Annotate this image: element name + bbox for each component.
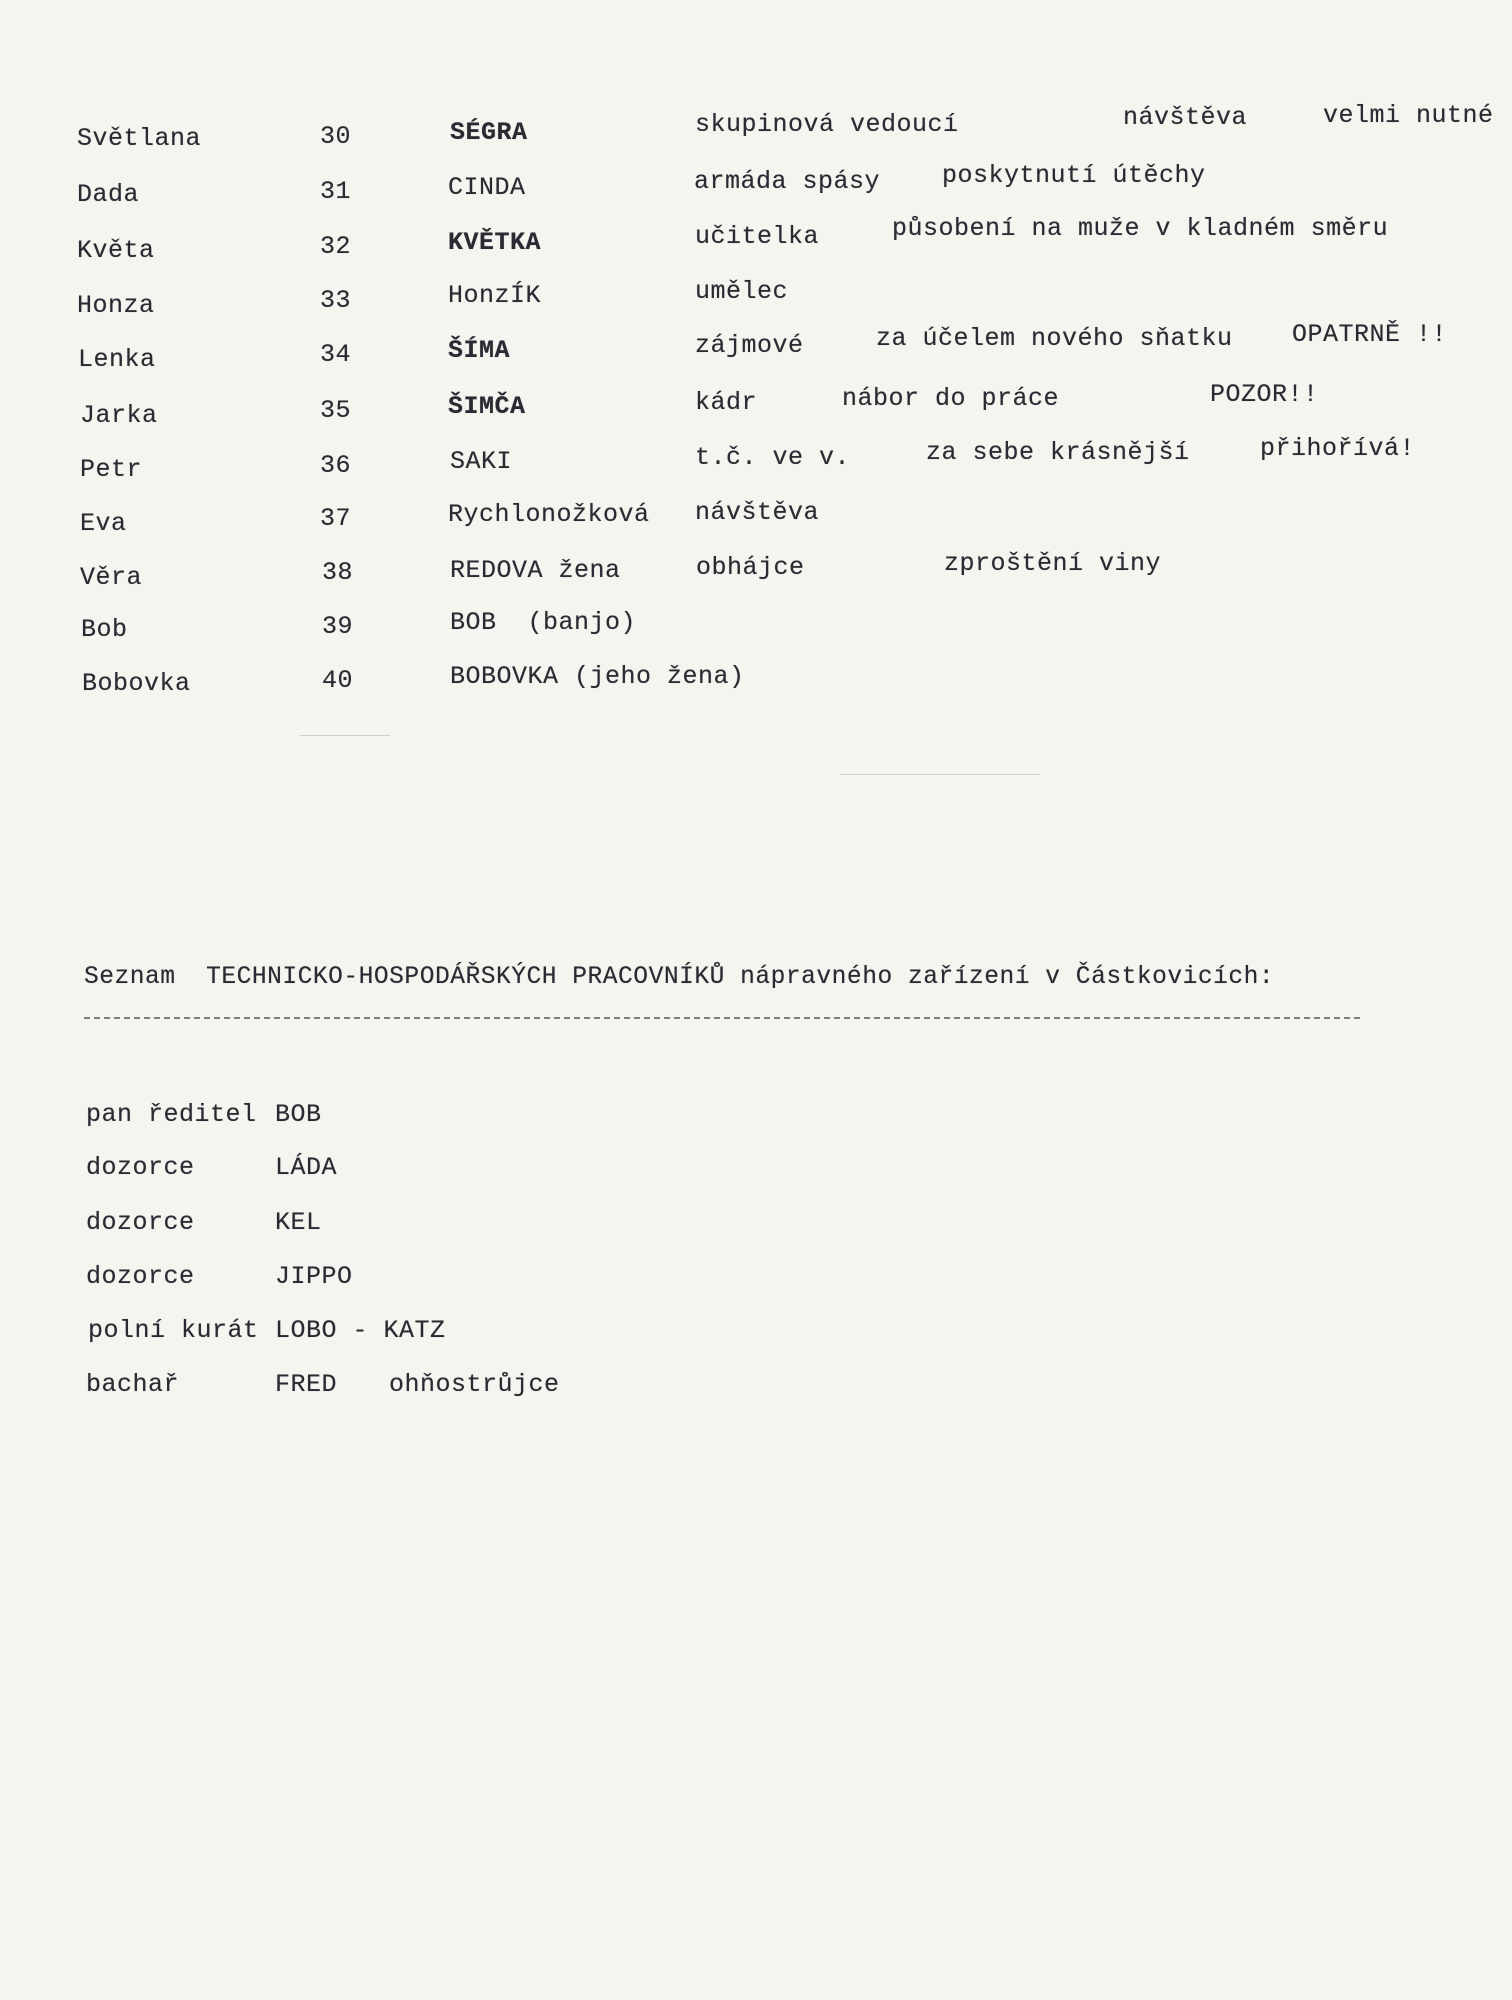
roster-number: 32	[320, 232, 352, 261]
roster-nick: KVĚTKA	[448, 228, 542, 257]
roster-number: 35	[320, 396, 352, 425]
roster-nick: CINDA	[448, 173, 526, 202]
roster-number: 39	[322, 612, 354, 641]
roster-number: 38	[322, 558, 354, 587]
roster-name: Honza	[77, 291, 155, 320]
paper-speck	[300, 735, 390, 736]
roster-number: 36	[320, 451, 352, 480]
roster-role: armáda spásy	[694, 167, 881, 196]
staff-note: ohňostrůjce	[389, 1370, 560, 1399]
roster-name: Bob	[81, 615, 128, 644]
staff-role: dozorce	[86, 1208, 195, 1237]
roster-name: Světlana	[77, 124, 202, 153]
roster-name: Jarka	[80, 401, 158, 430]
roster-number: 40	[322, 666, 354, 695]
staff-role: dozorce	[86, 1153, 195, 1182]
roster-purpose: zproštění viny	[944, 549, 1162, 578]
roster-purpose: za sebe krásnější	[926, 438, 1190, 467]
roster-nick: ŠIMČA	[448, 392, 526, 421]
roster-purpose: působení na muže v kladném směru	[892, 214, 1389, 243]
roster-purpose: za účelem nového sňatku	[876, 324, 1233, 353]
roster-nick: SAKI	[450, 447, 513, 476]
staff-name: KEL	[275, 1208, 322, 1237]
staff-name: JIPPO	[275, 1262, 353, 1291]
roster-number: 33	[320, 286, 352, 315]
staff-role: pan ředitel	[86, 1100, 257, 1129]
staff-role: bachař	[86, 1370, 180, 1399]
roster-note: OPATRNĚ !!	[1292, 320, 1448, 349]
roster-number: 37	[320, 504, 352, 533]
roster-role: kádr	[695, 388, 758, 417]
staff-name: LÁDA	[275, 1153, 338, 1182]
roster-role: obhájce	[696, 553, 805, 582]
roster-note: POZOR!!	[1210, 380, 1319, 409]
staff-role: dozorce	[86, 1262, 195, 1291]
roster-nick: REDOVA žena	[450, 556, 621, 585]
roster-note: velmi nutné	[1323, 101, 1494, 130]
roster-role: zájmové	[695, 331, 804, 360]
roster-nick: BOBOVKA (jeho žena)	[450, 662, 745, 691]
roster-nick: BOB (banjo)	[450, 608, 637, 637]
roster-nick: SÉGRA	[450, 118, 528, 147]
roster-note: přihořívá!	[1260, 434, 1416, 463]
roster-name: Věra	[80, 563, 143, 592]
roster-nick: Rychlonožková	[448, 500, 650, 529]
roster-purpose: návštěva	[1123, 103, 1248, 132]
roster-name: Petr	[80, 455, 143, 484]
roster-name: Lenka	[78, 345, 156, 374]
staff-role: polní kurát	[88, 1316, 259, 1345]
roster-name: Dada	[77, 180, 140, 209]
heading-underline	[84, 1017, 1360, 1019]
staff-name: BOB	[275, 1100, 322, 1129]
roster-nick: HonzÍK	[448, 281, 542, 310]
roster-nick: ŠÍMA	[448, 336, 511, 365]
roster-name: Květa	[77, 236, 155, 265]
roster-number: 34	[320, 340, 352, 369]
roster-purpose: nábor do práce	[842, 384, 1060, 413]
staff-name: LOBO - KATZ	[275, 1316, 446, 1345]
roster-number: 30	[320, 122, 352, 151]
roster-role: t.č. ve v.	[695, 443, 851, 472]
roster-role: návštěva	[695, 498, 820, 527]
roster-number: 31	[320, 177, 352, 206]
roster-role: skupinová vedoucí	[695, 110, 959, 139]
roster-name: Eva	[80, 509, 127, 538]
staff-heading: Seznam TECHNICKO-HOSPODÁŘSKÝCH PRACOVNÍKŮ nápravného zařízení v Částkovicích:	[84, 964, 1275, 991]
paper-speck	[840, 774, 1040, 775]
roster-purpose: poskytnutí útěchy	[942, 161, 1206, 190]
roster-role: umělec	[695, 277, 789, 306]
roster-role: učitelka	[695, 222, 820, 251]
roster-name: Bobovka	[82, 669, 191, 698]
staff-name: FRED	[275, 1370, 338, 1399]
